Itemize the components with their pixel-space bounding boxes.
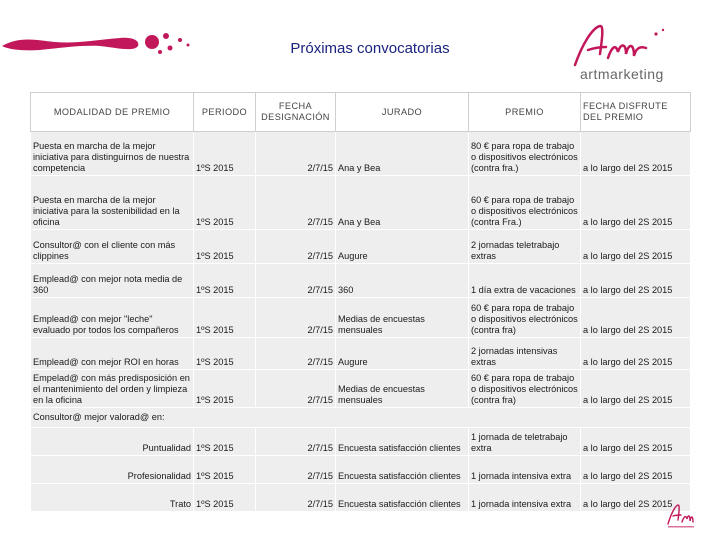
table-row: [31, 370, 691, 408]
cell-jurado: 360: [336, 264, 469, 298]
cell-periodo: 1ºS 2015: [194, 428, 256, 456]
cell-jurado: Medias de encuestas mensuales: [336, 370, 469, 408]
cell-jurado: Augure: [336, 338, 469, 370]
cell-premio: 1 día extra de vacaciones: [469, 264, 581, 298]
cell-periodo: 1ºS 2015: [194, 370, 256, 408]
cell-periodo: 1ºS 2015: [194, 230, 256, 264]
cell-periodo: 1ºS 2015: [194, 338, 256, 370]
cell-modalidad: Profesionalidad: [31, 456, 194, 484]
cell-periodo: 1ºS 2015: [194, 264, 256, 298]
cell-fecha-disfrute: a lo largo del 2S 2015: [581, 428, 691, 456]
table-row: [31, 176, 691, 230]
cell-modalidad: Empelad@ con más predisposición en el mantenimiento del orden y limpieza en la oficina: [31, 370, 194, 408]
column-header-modalidad: MODALIDAD DE PREMIO: [31, 93, 194, 132]
cell-fecha-designacion: 2/7/15: [256, 176, 336, 230]
cell-premio: 2 jornadas intensivas extras: [469, 338, 581, 370]
cell-periodo: 1ºS 2015: [194, 176, 256, 230]
cell-fecha-disfrute: a lo largo del 2S 2015: [581, 230, 691, 264]
cell-periodo: 1ºS 2015: [194, 298, 256, 338]
cell-modalidad: Emplead@ con mejor "leche" evaluado por todos los compañeros: [31, 298, 194, 338]
cell-jurado: Encuesta satisfacción clientes: [336, 428, 469, 456]
cell-premio: 1 jornada intensiva extra: [469, 484, 581, 512]
cell-fecha-designacion: 2/7/15: [256, 338, 336, 370]
cell-modalidad: Consultor@ con el cliente con más clippines: [31, 230, 194, 264]
cell-fecha-designacion: 2/7/15: [256, 456, 336, 484]
cell-fecha-designacion: 2/7/15: [256, 230, 336, 264]
cell-periodo: 1ºS 2015: [194, 484, 256, 512]
table-row: [31, 338, 691, 370]
cell-premio: 1 jornada intensiva extra: [469, 456, 581, 484]
column-header-fecha-designacion: FECHA DESIGNACIÓN: [256, 93, 336, 132]
column-header-premio: PREMIO: [469, 93, 581, 132]
table-row: [31, 298, 691, 338]
cell-jurado: Augure: [336, 230, 469, 264]
awards-table: [30, 92, 691, 512]
table-row: [31, 428, 691, 456]
cell-fecha-designacion: 2/7/15: [256, 484, 336, 512]
page-title: Próximas convocatorias: [290, 40, 450, 57]
table-row: [31, 456, 691, 484]
cell-premio: 60 € para ropa de trabajo o dispositivos electrónicos (contra fra): [469, 370, 581, 408]
cell-jurado: Ana y Bea: [336, 132, 469, 176]
column-header-periodo: PERIODO: [194, 93, 256, 132]
cell-fecha-disfrute: a lo largo del 2S 2015: [581, 132, 691, 176]
cell-periodo: 1ºS 2015: [194, 132, 256, 176]
cell-fecha-disfrute: a lo largo del 2S 2015: [581, 456, 691, 484]
cell-modalidad: Emplead@ con mejor ROI en horas: [31, 338, 194, 370]
artmarketing-logo-icon: [560, 20, 690, 70]
table-row: [31, 264, 691, 298]
table-header-row: [31, 93, 691, 132]
cell-fecha-designacion: 2/7/15: [256, 370, 336, 408]
cell-fecha-disfrute: a lo largo del 2S 2015: [581, 264, 691, 298]
cell-premio: 60 € para ropa de trabajo o dispositivos electrónicos (contra fra): [469, 298, 581, 338]
cell-jurado: Encuesta satisfacción clientes: [336, 456, 469, 484]
table-row: [31, 484, 691, 512]
cell-premio: 2 jornadas teletrabajo extras: [469, 230, 581, 264]
cell-fecha-disfrute: a lo largo del 2S 2015: [581, 176, 691, 230]
cell-premio: 1 jornada de teletrabajo extra: [469, 428, 581, 456]
column-header-jurado: JURADO: [336, 93, 469, 132]
cell-fecha-designacion: 2/7/15: [256, 264, 336, 298]
cell-modalidad: Puntualidad: [31, 428, 194, 456]
column-header-fecha-disfrute: FECHA DISFRUTE DEL PREMIO: [581, 93, 691, 132]
table-row: [31, 230, 691, 264]
cell-premio: 60 € para ropa de trabajo o dispositivos electrónicos (contra Fra.): [469, 176, 581, 230]
cell-fecha-designacion: 2/7/15: [256, 298, 336, 338]
cell-fecha-disfrute: a lo largo del 2S 2015: [581, 338, 691, 370]
logo-wordmark: artmarketing: [580, 66, 664, 82]
cell-modalidad: Trato: [31, 484, 194, 512]
cell-modalidad: Puesta en marcha de la mejor iniciativa para distinguirnos de nuestra competencia: [31, 132, 194, 176]
cell-fecha-designacion: 2/7/15: [256, 428, 336, 456]
cell-fecha-disfrute: a lo largo del 2S 2015: [581, 370, 691, 408]
cell-modalidad: Puesta en marcha de la mejor iniciativa para la sostenibilidad en la oficina: [31, 176, 194, 230]
cell-premio: 80 € para ropa de trabajo o dispositivos electrónicos (contra fra.): [469, 132, 581, 176]
cell-jurado: Encuesta satisfacción clientes: [336, 484, 469, 512]
footer-logo-icon: [662, 500, 702, 532]
table-row: [31, 132, 691, 176]
group-label-consultor-valorado: Consultor@ mejor valorad@ en:: [31, 408, 691, 428]
cell-fecha-disfrute: a lo largo del 2S 2015: [581, 484, 691, 512]
cell-fecha-designacion: 2/7/15: [256, 132, 336, 176]
cell-jurado: Ana y Bea: [336, 176, 469, 230]
cell-jurado: Medias de encuestas mensuales: [336, 298, 469, 338]
cell-periodo: 1ºS 2015: [194, 456, 256, 484]
cell-fecha-disfrute: a lo largo del 2S 2015: [581, 298, 691, 338]
table-row-group-label: [31, 408, 691, 428]
cell-modalidad: Emplead@ con mejor nota media de 360: [31, 264, 194, 298]
